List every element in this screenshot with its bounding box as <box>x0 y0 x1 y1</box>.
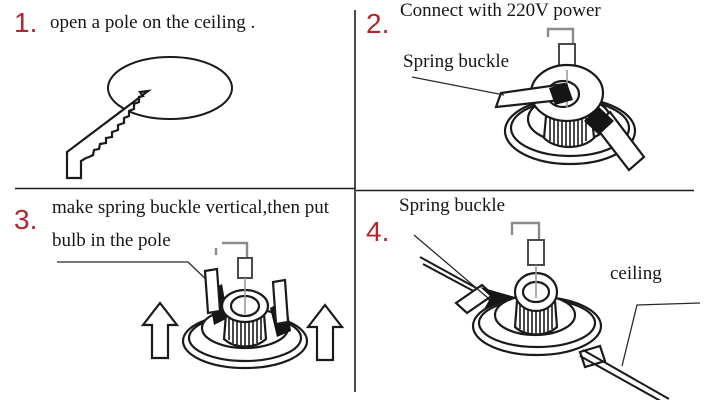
saw-cutting-ceiling-hole-illustration <box>67 57 232 178</box>
saw-tool-shape <box>67 91 148 178</box>
step-2-caption: Connect with 220V power <box>400 0 601 21</box>
bulb-leader-line <box>57 262 213 286</box>
spring-buckle-leader-line <box>414 235 488 298</box>
step-4-ceiling-label: ceiling <box>610 263 662 284</box>
step-4-spring-buckle-label: Spring buckle <box>399 195 506 216</box>
downlight-buckles-vertical-insert-illustration <box>57 243 342 368</box>
step-number-1: 1. <box>14 7 38 38</box>
spring-buckle-leader-line <box>412 77 504 95</box>
step-2-spring-buckle-label: Spring buckle <box>403 51 510 72</box>
up-arrow-left <box>143 303 177 358</box>
ceiling-leader-line <box>622 303 700 366</box>
wire-connector <box>238 258 252 278</box>
wire-connector <box>528 240 544 265</box>
spring-buckle-left-vertical <box>205 269 220 313</box>
step-1-caption: open a pole on the ceiling . <box>50 12 256 33</box>
spring-buckle-right-vertical <box>273 280 288 324</box>
step-number-2: 2. <box>366 8 390 39</box>
wire-connector <box>559 44 575 67</box>
step-number-3: 3. <box>14 204 38 235</box>
power-wire-hook <box>548 29 573 44</box>
step-3-caption-line2: bulb in the pole <box>52 230 171 251</box>
step-3-caption-line1: make spring buckle vertical,then put <box>52 197 329 218</box>
up-arrow-right <box>308 305 342 360</box>
step-number-4: 4. <box>366 216 390 247</box>
downlight-installed-in-ceiling-illustration <box>414 223 700 400</box>
